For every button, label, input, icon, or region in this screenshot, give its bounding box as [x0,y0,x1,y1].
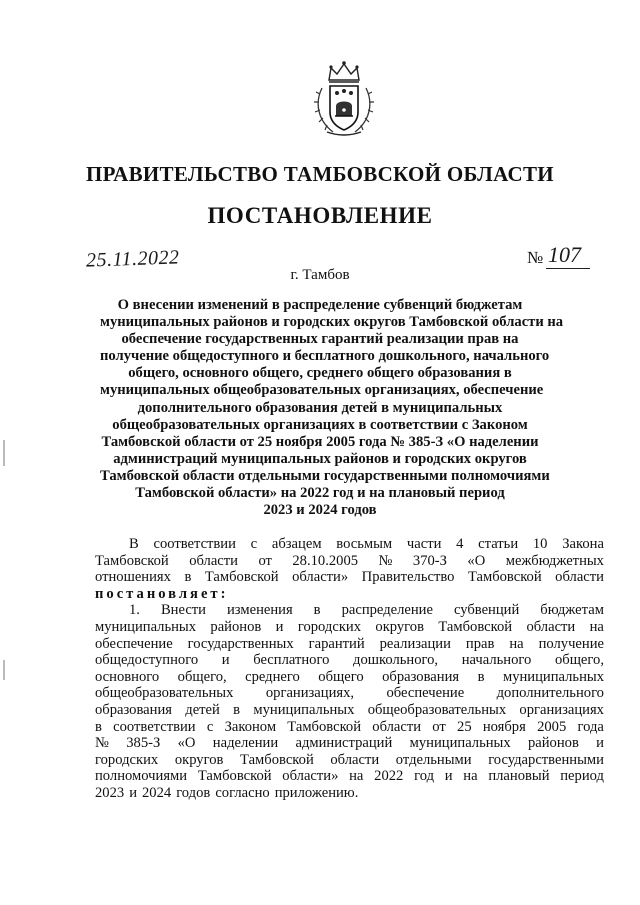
body-line: образования детей в муниципальных общеобразовательных организациях [95,701,604,718]
body-line: общедоступного и бесплатного дошкольного, начального общего, [95,652,604,669]
title-line: общеобразовательных организациях в соответствии с Законом [112,416,528,433]
body-line: № 385-З «О наделении администраций муниципальных районов и [95,735,604,752]
title-line: Тамбовской области» на 2022 год и на плановый период [135,485,505,502]
title-line: О внесении изменений в распределение субвенций бюджетам [117,297,523,313]
handwritten-number: 107 [548,242,581,267]
number-label: № [527,248,544,267]
handwritten-date: 25.11.2022 [85,246,180,272]
title-line: обеспечение государственных гарантий реализации прав на [121,331,519,348]
title-line: получение общедоступного и бесплатного дошкольного, начального [100,348,550,365]
body-line: основного общего, среднего общего образования в муниципальных [95,668,604,685]
government-name: ПРАВИТЕЛЬСТВО ТАМБОВСКОЙ ОБЛАСТИ [86,162,554,186]
title-line: муниципальных районов и городских округов Тамбовской области на [100,314,564,331]
city-name: г. Тамбов [290,267,350,283]
document-title [100,297,564,519]
title-line: 2023 и 2024 годов [263,502,377,519]
document-body [95,536,604,802]
preamble-paragraph [95,536,604,586]
decree-line [95,586,604,603]
title-line: Тамбовской области от 25 ноября 2005 года № 385-З «О наделении [101,433,539,450]
title-line: Тамбовской области отдельными государственными полномочиями [100,467,550,484]
body-line: общеобразовательных организациях, обеспечение дополнительного [95,685,604,702]
body-line: 1. Внести изменения в распределение субвенций бюджетам [129,602,604,619]
body-line: В соответствии с абзацем восьмым части 4 статьи 10 Закона [129,536,604,552]
scan-margin-mark [3,440,5,466]
body-line: обеспечение государственных гарантий реализации прав на получение [95,635,604,652]
document-type: ПОСТАНОВЛЕНИЕ [207,203,433,228]
item-1-paragraph [95,602,604,801]
body-line: муниципальных районов и городских округов Тамбовской области на [95,618,604,635]
body-line: отношениях в Тамбовской области» Правительство Тамбовской области [95,569,604,586]
body-line: 2023 и 2024 годов согласно приложению. [95,784,359,801]
body-line: городских округов Тамбовской области отдельными государственными [95,751,604,768]
title-line: общего, основного общего, среднего общего образования в [128,365,512,382]
body-line: Тамбовской области от 28.10.2005 № 370-З «О межбюджетных [95,552,604,569]
body-line: в соответствии с Законом Тамбовской области от 25 ноября 2005 года [95,718,604,735]
coat-of-arms-emblem [313,60,375,138]
body-line: полномочиями Тамбовской области» на 2022 год и на плановый период [95,768,604,785]
decree-word: постановляет: [95,585,229,602]
scan-margin-mark [3,660,5,680]
title-line: дополнительного образования детей в муниципальных [137,399,503,416]
title-line: администраций муниципальных районов и городских округов [113,450,527,467]
title-line: муниципальных общеобразовательных организациях, обеспечение [100,382,544,399]
